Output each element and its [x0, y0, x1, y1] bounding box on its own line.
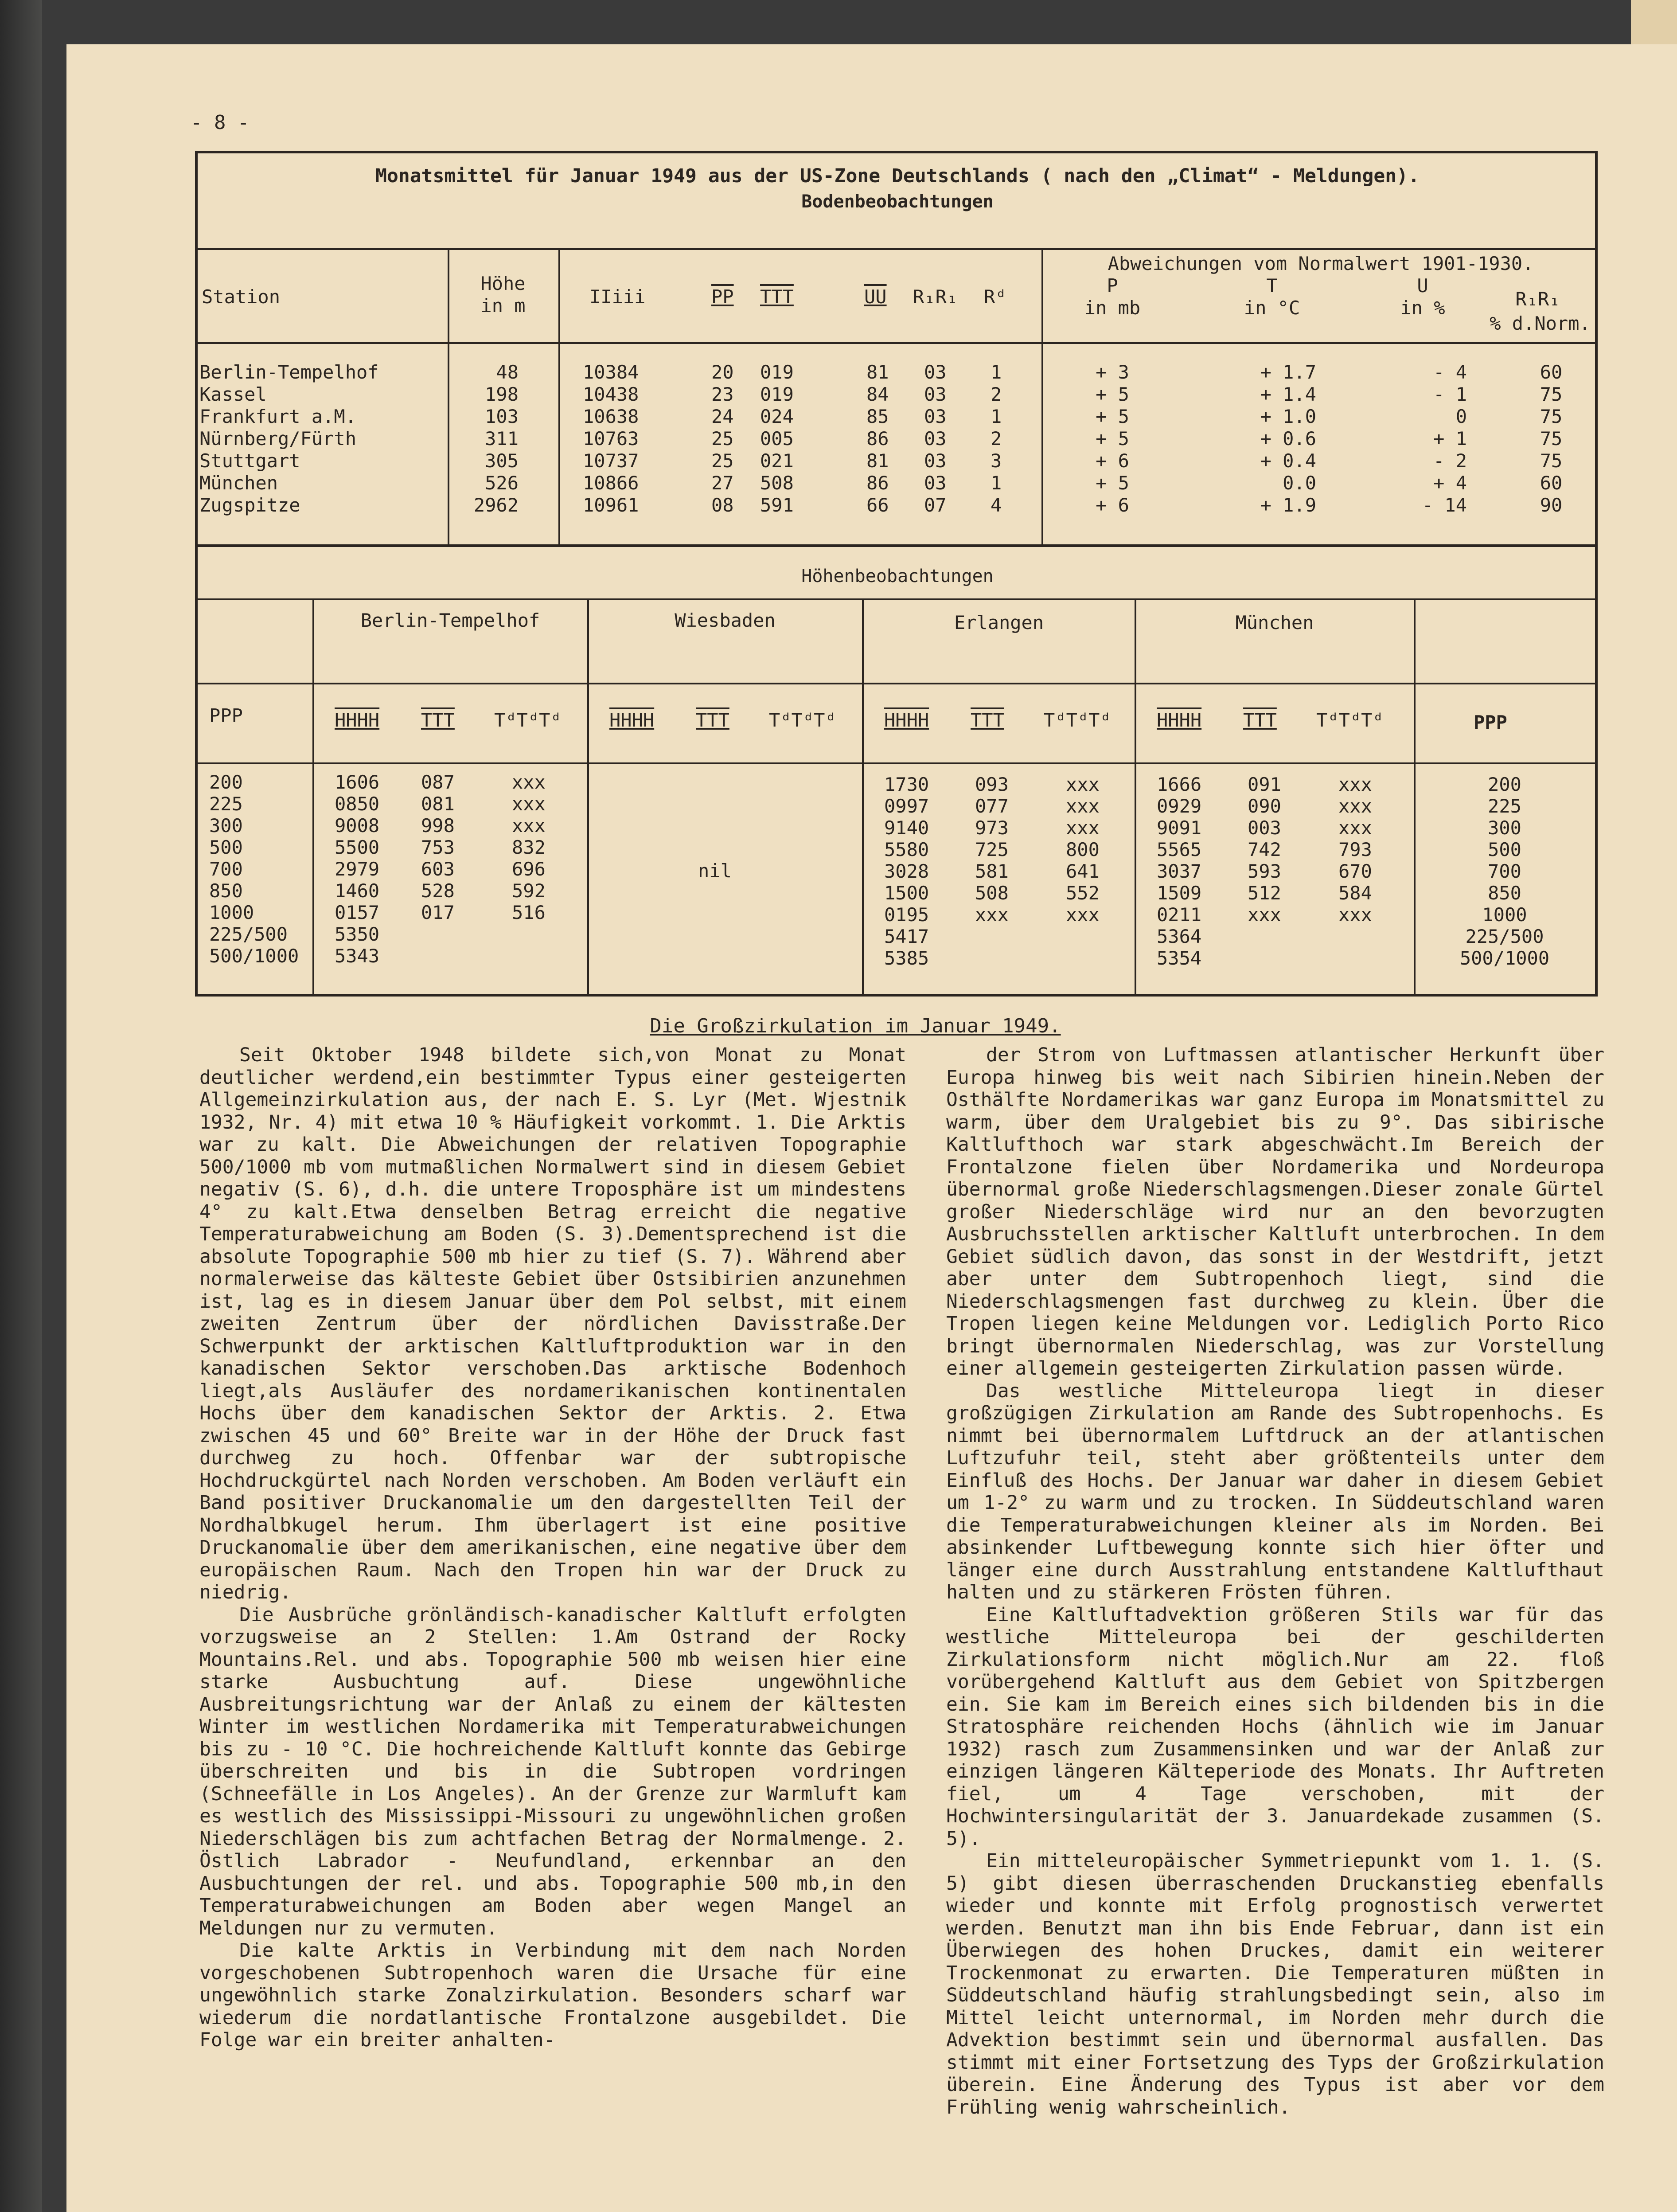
surface-cell-dt: + 1.9: [1260, 494, 1316, 516]
surface-cell-pp: 08: [711, 494, 734, 516]
col-hoehe-unit: in m: [480, 295, 526, 317]
muenchen-ttt-cell: 091: [1248, 774, 1281, 795]
surface-cell-dt: + 0.4: [1260, 450, 1316, 472]
surface-cell-drr: 75: [1540, 450, 1563, 472]
berlin-td-cell: xxx: [512, 793, 546, 815]
surface-cell-ttt: 591: [760, 494, 794, 516]
article-paragraph: Seit Oktober 1948 bildete sich,von Monat zu Monat deutlicher werdend,ein bestimmter Typus einer gesteigerten Allgemeinzirkulation aus, der nach E. S. Lyr (Met. Wjestnik 1932, Nr. 4) mit etwa 10 % Häufigkeit vorkommt. 1. Die Arktis war zu kalt. Die Abweichungen der relativen Topographie 500/1000 mb vom mutmaßlichen Normalwert sind in diesem Gebiet negativ (S. 6), d.h. die untere Troposphäre ist um mindestens 4° zu kalt.Etwa denselben Betrag erreicht die negative Temperaturabweichung am Boden (S. 3).Dementsprechend ist die absolute Topographie 500 mb hier zu tief (S. 7). Während aber normalerweise das kälteste Gebiet über Ostsibirien anzunehmen ist, lag es in diesem Januar über dem Pol selbst, mit einem zweiten Zentrum über der nördlichen Davisstraße.Der Schwerpunkt der arktischen Kaltluftproduktion war in den kanadischen Sektor verschoben.Das arktische Bodenhoch liegt,als Ausläufer des nordamerikanischen kontinentalen Hochs über dem kanadischen Sektor der Arktis. 2. Etwa zwischen 45 und 60° Breite war in der Höhe der Druck fast durchweg zu hoch. Offenbar war der subtropische Hochdruckgürtel nach Norden verschoben. Am Boden verläuft ein Band positiver Druckanomalie um den dargestellten Teil der Nordhalbkugel herum. Ihm überlagert ist eine positive Druckanomalie über dem amerikanischen, eine negative über dem europäischen Raum. Nach den Tropen hin war der Druck zu niedrig.: [199, 1044, 906, 1603]
page: [66, 44, 1677, 2212]
berlin-td-cell: [512, 923, 546, 945]
erlangen-td-column: [1066, 774, 1100, 969]
berlin-ttt-cell: 603: [421, 858, 455, 880]
col-pp: PP: [711, 286, 734, 308]
upper-ppp-right-column: [1416, 774, 1593, 969]
surface-cell-rr: 03: [924, 428, 947, 449]
surface-cell-drr: 90: [1540, 494, 1563, 516]
berlin-td-cell: 832: [512, 836, 546, 858]
surface-rd-column: [991, 361, 1002, 516]
surface-cell-station: Nürnberg/Fürth: [199, 428, 357, 449]
upper-header-ttt-0: TTT: [421, 709, 455, 731]
surface-cell-drr: 75: [1540, 428, 1563, 449]
erlangen-hhhh-cell: 1500: [884, 882, 929, 904]
upper-level-cell: 200: [209, 771, 243, 793]
surface-cell-dp: + 5: [1096, 383, 1129, 405]
muenchen-ttt-cell: 003: [1248, 817, 1281, 839]
col-hoehe: Höhe: [480, 273, 526, 294]
muenchen-td-column: [1338, 774, 1372, 969]
muenchen-ttt-cell: 090: [1248, 795, 1281, 817]
surface-cell-dt: + 1.0: [1260, 406, 1316, 427]
erlangen-ttt-cell: 508: [975, 882, 1009, 904]
upper-level-cell: 1000: [209, 902, 254, 923]
upper-station-muenchen: München: [1235, 612, 1314, 633]
berlin-hhhh-cell: 1606: [335, 771, 380, 793]
muenchen-td-cell: 670: [1338, 860, 1372, 882]
upper-level-cell: 700: [1488, 860, 1521, 882]
page-number: - 8 -: [191, 111, 250, 134]
erlangen-ttt-cell: 725: [975, 839, 1009, 860]
col-dt-unit: in °C: [1244, 297, 1300, 319]
berlin-ttt-column: [421, 771, 455, 967]
surface-subtitle: Bodenbeobachtungen: [801, 191, 994, 212]
muenchen-td-cell: [1338, 926, 1372, 947]
surface-cell-ttt: 005: [760, 428, 794, 449]
berlin-td-cell: xxx: [512, 815, 546, 836]
upper-level-cell: 500/1000: [1459, 947, 1550, 969]
surface-cell-dp: + 5: [1096, 428, 1129, 449]
berlin-ttt-cell: [421, 945, 455, 967]
erlangen-hhhh-cell: 9140: [884, 817, 929, 839]
upper-station-wiesbaden: Wiesbaden: [675, 610, 776, 631]
surface-cell-rd: 2: [991, 383, 1002, 405]
erlangen-hhhh-cell: 5580: [884, 839, 929, 860]
surface-cell-dp: + 5: [1096, 472, 1129, 494]
erlangen-hhhh-cell: 0195: [884, 904, 929, 926]
surface-cell-iiiii: 10384: [583, 361, 639, 383]
erlangen-td-cell: 641: [1066, 860, 1100, 882]
surface-cell-rd: 1: [991, 472, 1002, 494]
surface-cell-rr: 03: [924, 361, 947, 383]
muenchen-td-cell: 793: [1338, 839, 1372, 860]
surface-cell-station: Stuttgart: [199, 450, 300, 472]
erlangen-hhhh-column: [884, 774, 929, 969]
surface-cell-uu: 86: [866, 472, 889, 494]
berlin-hhhh-cell: 2979: [335, 858, 380, 880]
upper-header-hhhh-1: HHHH: [609, 709, 655, 731]
berlin-ttt-cell: 017: [421, 902, 455, 923]
surface-station-column: [199, 361, 379, 516]
article-paragraph: der Strom von Luftmassen atlantischer Herkunft über Europa hinweg bis weit nach Sibirien hinein.Neben der Osthälfte Nordamerikas war ganz Europa im Monatsmittel zu warm, über dem Uralgebiet bis zu 9°. Das sibirische Kaltlufthoch war stark abgeschwächt.Im Bereich der Frontalzone fielen über Nordamerika und Nordeuropa übernormal große Niederschlagsmengen.Dieser zonale Gürtel großer Niederschläge wird nur an den bevorzugten Ausbruchsstellen arktischer Kaltluft unterbrochen. In dem Gebiet südlich davon, das sonst in der Westdrift, jetzt aber unter dem Subtropenhoch liegt, sind die Niederschlagsmengen fast durchweg zu klein. Über die Tropen liegen keine Meldungen vor. Lediglich Porto Rico bringt übernormalen Niederschlag, was zur Vorstellung einer allgemein gesteigerten Zirkulation passen würde.: [946, 1044, 1604, 1380]
surface-cell-rd: 2: [991, 428, 1002, 449]
surface-cell-uu: 86: [866, 428, 889, 449]
surface-cell-iiiii: 10961: [583, 494, 639, 516]
surface-cell-du: 0: [1455, 406, 1467, 427]
surface-cell-iiiii: 10438: [583, 383, 639, 405]
surface-cell-station: Berlin-Tempelhof: [199, 361, 379, 383]
surface-cell-rd: 1: [991, 361, 1002, 383]
erlangen-td-cell: xxx: [1066, 795, 1100, 817]
surface-cell-ttt: 508: [760, 472, 794, 494]
col-station: Station: [202, 286, 281, 308]
surface-rr-column: [924, 361, 947, 516]
upper-header-ttt-1: TTT: [696, 709, 729, 731]
upper-level-cell: 500/1000: [209, 945, 299, 967]
muenchen-hhhh-cell: 9091: [1157, 817, 1202, 839]
upper-header-td-1: TᵈTᵈTᵈ: [769, 709, 836, 731]
surface-cell-rr: 03: [924, 472, 947, 494]
surface-cell-dt: + 1.7: [1260, 361, 1316, 383]
surface-cell-dp: + 3: [1096, 361, 1129, 383]
article-heading: Die Großzirkulation im Januar 1949.: [650, 1015, 1061, 1037]
berlin-ttt-cell: [421, 923, 455, 945]
col-uu: UU: [864, 286, 887, 308]
surface-du-column: [1374, 361, 1467, 516]
berlin-td-cell: 696: [512, 858, 546, 880]
upper-level-cell: 850: [1488, 882, 1521, 904]
upper-header-ttt-2: TTT: [971, 709, 1004, 731]
berlin-hhhh-cell: 5350: [335, 923, 380, 945]
article-paragraph: Ein mitteleuropäischer Symmetriepunkt vom 1. 1. (S. 5) gibt diesen überraschenden Druckanstieg ebenfalls wieder und konnte mit Erfolg prognostisch verwertet werden. Benutzt man ihn bis Ende Februar, dann ist ein Überwiegen des hohen Druckes, damit ein weiterer Trockenmonat zu erwarten. Die Temperaturen müßten in Süddeutschland häufig strahlungsbedingt sein, also im Mittel leicht unternormal, im Norden mehr durch die Advektion bestimmt sein und übernormal ausfallen. Das stimmt mit einer Fortsetzung des Typs der Großzirkulation überein. Eine Änderung des Typus ist aber vor dem Frühling wenig wahrscheinlich.: [946, 1850, 1604, 2118]
muenchen-ttt-cell: 593: [1248, 860, 1281, 882]
surface-cell-ttt: 019: [760, 383, 794, 405]
berlin-ttt-cell: 081: [421, 793, 455, 815]
muenchen-hhhh-cell: 0211: [1157, 904, 1202, 926]
muenchen-ttt-column: [1248, 774, 1281, 969]
upper-subtitle: Höhenbeobachtungen: [801, 566, 994, 586]
surface-iiiii-column: [583, 361, 639, 516]
berlin-hhhh-cell: 9008: [335, 815, 380, 836]
upper-level-cell: 700: [209, 858, 243, 880]
surface-cell-height: 198: [485, 383, 519, 405]
berlin-td-cell: [512, 945, 546, 967]
erlangen-ttt-cell: 077: [975, 795, 1009, 817]
surface-cell-rr: 03: [924, 450, 947, 472]
erlangen-ttt-cell: [975, 926, 1009, 947]
muenchen-hhhh-cell: 0929: [1157, 795, 1202, 817]
berlin-td-cell: xxx: [512, 771, 546, 793]
surface-cell-dp: + 5: [1096, 406, 1129, 427]
surface-pp-column: [711, 361, 734, 516]
surface-cell-du: + 4: [1433, 472, 1467, 494]
erlangen-td-cell: [1066, 947, 1100, 969]
surface-drr-column: [1525, 361, 1578, 516]
surface-height-column: [456, 361, 519, 516]
berlin-hhhh-column: [335, 771, 379, 967]
muenchen-hhhh-column: [1157, 774, 1201, 969]
berlin-hhhh-cell: 1460: [335, 880, 380, 902]
surface-cell-drr: 60: [1540, 361, 1563, 383]
erlangen-td-cell: [1066, 926, 1100, 947]
surface-cell-uu: 85: [866, 406, 889, 427]
surface-cell-height: 103: [485, 406, 519, 427]
surface-cell-pp: 23: [711, 383, 734, 405]
upper-level-cell: 850: [209, 880, 243, 902]
erlangen-hhhh-cell: 3028: [884, 860, 929, 882]
surface-cell-station: München: [199, 472, 278, 494]
surface-cell-uu: 84: [866, 383, 889, 405]
erlangen-td-cell: xxx: [1066, 817, 1100, 839]
wiesbaden-nil: nil: [698, 860, 732, 882]
surface-cell-height: 526: [485, 472, 519, 494]
upper-level-cell: 1000: [1482, 904, 1527, 926]
surface-cell-du: - 14: [1422, 494, 1467, 516]
muenchen-ttt-cell: 742: [1248, 839, 1281, 860]
muenchen-td-cell: xxx: [1338, 817, 1372, 839]
upper-level-cell: 225/500: [1465, 926, 1544, 947]
muenchen-td-cell: 584: [1338, 882, 1372, 904]
muenchen-hhhh-cell: 5565: [1157, 839, 1202, 860]
upper-level-cell: 225/500: [209, 923, 288, 945]
upper-header-ttt-3: TTT: [1243, 709, 1277, 731]
col-ppp-right: PPP: [1474, 711, 1507, 733]
surface-cell-rr: 03: [924, 406, 947, 427]
surface-cell-ttt: 021: [760, 450, 794, 472]
deviation-header: Abweichungen vom Normalwert 1901-1930.: [1108, 253, 1534, 274]
erlangen-ttt-cell: 581: [975, 860, 1009, 882]
surface-cell-iiiii: 10737: [583, 450, 639, 472]
upper-ppp-left-column: [209, 771, 299, 967]
upper-header-hhhh-2: HHHH: [884, 709, 929, 731]
erlangen-ttt-cell: xxx: [975, 904, 1009, 926]
article-paragraph: Das westliche Mitteleuropa liegt in dieser großzügigen Zirkulation am Rande des Subtropenhochs. Es nimmt bei übernormalem Luftdruck an der atlantischen Luftzufuhr teil, steht aber größtenteils unter dem Einfluß des Hochs. Der Januar war daher in diesem Gebiet um 1-2° zu warm und zu trocken. In Süddeutschland waren die Temperaturabweichungen kleiner als im Norden. Bei absinkender Luftbewegung konnte sich hier öfter und länger eine durch Ausstrahlung entstandene Kaltlufthaut halten und zu stärkeren Frösten führen.: [946, 1380, 1604, 1603]
muenchen-td-cell: [1338, 947, 1372, 969]
surface-cell-uu: 66: [866, 494, 889, 516]
surface-cell-du: + 1: [1433, 428, 1467, 449]
erlangen-ttt-cell: 093: [975, 774, 1009, 795]
erlangen-hhhh-cell: 5417: [884, 926, 929, 947]
upper-header-td-3: TᵈTᵈTᵈ: [1316, 709, 1384, 731]
muenchen-hhhh-cell: 5354: [1157, 947, 1202, 969]
book-binding: [0, 0, 42, 2212]
surface-cell-ttt: 024: [760, 406, 794, 427]
upper-header-hhhh-0: HHHH: [335, 709, 380, 731]
upper-station-berlin: Berlin-Tempelhof: [360, 610, 540, 631]
muenchen-td-cell: xxx: [1338, 904, 1372, 926]
erlangen-td-cell: 800: [1066, 839, 1100, 860]
upper-level-cell: 500: [209, 836, 243, 858]
upper-header-hhhh-3: HHHH: [1157, 709, 1202, 731]
col-rd: Rᵈ: [984, 286, 1006, 308]
upper-level-cell: 300: [209, 815, 243, 836]
upper-station-erlangen: Erlangen: [954, 612, 1044, 633]
surface-cell-height: 311: [485, 428, 519, 449]
col-du-unit: in %: [1400, 297, 1445, 319]
berlin-ttt-cell: 753: [421, 836, 455, 858]
col-ttt: TTT: [760, 286, 794, 308]
upper-level-cell: 500: [1488, 839, 1521, 860]
table-title: Monatsmittel für Januar 1949 aus der US-Zone Deutschlands ( nach den „Climat“ - Meldungen).: [375, 165, 1420, 187]
surface-cell-height: 48: [496, 361, 519, 383]
upper-level-cell: 300: [1488, 817, 1521, 839]
muenchen-ttt-cell: [1248, 947, 1281, 969]
col-ppp-left: PPP: [209, 705, 243, 727]
surface-cell-uu: 81: [866, 450, 889, 472]
col-dt: T: [1266, 275, 1278, 297]
muenchen-ttt-cell: 512: [1248, 882, 1281, 904]
erlangen-ttt-column: [975, 774, 1009, 969]
surface-cell-pp: 20: [711, 361, 734, 383]
article-paragraph: Die kalte Arktis in Verbindung mit dem nach Norden vorgeschobenen Subtropenhoch waren die Ursache für eine ungewöhnlich starke Zonalzirkulation. Besonders scharf war wiederum die nordatlantische Frontalzone ausgebildet. Die Folge war ein breiter anhalten-: [199, 1939, 906, 2051]
erlangen-hhhh-cell: 0997: [884, 795, 929, 817]
upper-level-cell: 225: [1488, 795, 1521, 817]
surface-cell-rd: 1: [991, 406, 1002, 427]
col-dp-unit: in mb: [1084, 297, 1141, 319]
upper-header-td-0: TᵈTᵈTᵈ: [494, 709, 562, 731]
surface-cell-dt: 0.0: [1283, 472, 1316, 494]
col-du: U: [1417, 275, 1428, 297]
col-rr: R₁R₁: [913, 286, 958, 308]
surface-cell-dt: + 1.4: [1260, 383, 1316, 405]
muenchen-td-cell: xxx: [1338, 774, 1372, 795]
surface-cell-pp: 24: [711, 406, 734, 427]
surface-cell-rd: 3: [991, 450, 1002, 472]
muenchen-hhhh-cell: 3037: [1157, 860, 1202, 882]
surface-cell-iiiii: 10638: [583, 406, 639, 427]
col-drr-unit: % d.Norm.: [1490, 313, 1591, 334]
surface-cell-drr: 75: [1540, 383, 1563, 405]
col-drr: R₁R₁: [1515, 288, 1560, 310]
erlangen-ttt-cell: 973: [975, 817, 1009, 839]
col-iiiii: IIiii: [589, 286, 646, 308]
surface-cell-ttt: 019: [760, 361, 794, 383]
surface-ttt-column: [760, 361, 794, 516]
surface-cell-pp: 25: [711, 428, 734, 449]
erlangen-td-cell: xxx: [1066, 904, 1100, 926]
muenchen-ttt-cell: xxx: [1248, 904, 1281, 926]
muenchen-ttt-cell: [1248, 926, 1281, 947]
surface-cell-drr: 75: [1540, 406, 1563, 427]
berlin-hhhh-cell: 0157: [335, 902, 380, 923]
berlin-ttt-cell: 528: [421, 880, 455, 902]
surface-uu-column: [866, 361, 889, 516]
surface-cell-height: 2962: [473, 494, 519, 516]
article-paragraph: Eine Kaltluftadvektion größeren Stils war für das westliche Mitteleuropa bei der geschilderten Zirkulationsform nicht möglich.Nur am 22. floß vorübergehend Kaltluft aus dem Gebiet von Spitzbergen ein. Sie kam im Bereich eines sich bildenden bis in die Stratosphäre reichenden Hochs (ähnlich wie im Januar 1932) rasch zum Zusammensinken und war der Anlaß zur einzigen längeren Kälteperiode des Monats. Ihr Auftreten fiel, um 4 Tage verschoben, mit der Hochwintersingularität der 3. Januardekade zusammen (S. 5).: [946, 1603, 1604, 1850]
berlin-ttt-cell: 087: [421, 771, 455, 793]
berlin-hhhh-cell: 5500: [335, 836, 380, 858]
surface-cell-dt: + 0.6: [1260, 428, 1316, 449]
surface-cell-pp: 25: [711, 450, 734, 472]
berlin-td-cell: 592: [512, 880, 546, 902]
surface-cell-dp: + 6: [1096, 494, 1129, 516]
surface-cell-iiiii: 10866: [583, 472, 639, 494]
surface-cell-rr: 07: [924, 494, 947, 516]
berlin-hhhh-cell: 5343: [335, 945, 380, 967]
article-right-column: [946, 1044, 1604, 2118]
upper-level-cell: 225: [209, 793, 243, 815]
surface-cell-uu: 81: [866, 361, 889, 383]
berlin-hhhh-cell: 0850: [335, 793, 380, 815]
muenchen-hhhh-cell: 5364: [1157, 926, 1202, 947]
muenchen-hhhh-cell: 1666: [1157, 774, 1202, 795]
muenchen-hhhh-cell: 1509: [1157, 882, 1202, 904]
surface-cell-dp: + 6: [1096, 450, 1129, 472]
erlangen-hhhh-cell: 5385: [884, 947, 929, 969]
surface-cell-rr: 03: [924, 383, 947, 405]
surface-dt-column: [1219, 361, 1316, 516]
muenchen-td-cell: xxx: [1338, 795, 1372, 817]
surface-cell-station: Frankfurt a.M.: [199, 406, 357, 427]
surface-cell-rd: 4: [991, 494, 1002, 516]
surface-cell-du: - 4: [1433, 361, 1467, 383]
surface-cell-station: Kassel: [199, 383, 267, 405]
article-paragraph: Die Ausbrüche grönländisch-kanadischer Kaltluft erfolgten vorzugsweise an 2 Stellen: 1.Am Ostrand der Rocky Mountains.Rel. und abs. Topographie 500 mb weisen hier eine starke Ausbuchtung auf. Diese ungewöhnliche Ausbreitungsrichtung war der Anlaß zu einem der kältesten Winter im westlichen Nordamerika mit Temperaturabweichungen bis zu - 10 °C. Die hochreichende Kaltluft konnte das Gebirge überschreiten und bis in die Subtropen vordringen (Schneefälle in Los Angeles). An der Grenze zur Warmluft kam es westlich des Mississippi-Missouri zu ungewöhnlichen großen Niederschlägen bis zum achtfachen Betrag der Normalmenge. 2. Östlich Labrador - Neufundland, erkennbar an den Ausbuchtungen der rel. und abs. Topographie 500 mb,in den Temperaturabweichungen am Boden aber wegen Mangel an Meldungen nur zu vermuten.: [199, 1603, 906, 1939]
col-dp: P: [1107, 275, 1118, 297]
surface-dp-column: [1086, 361, 1139, 516]
berlin-td-cell: 516: [512, 902, 546, 923]
surface-cell-du: - 2: [1433, 450, 1467, 472]
erlangen-td-cell: 552: [1066, 882, 1100, 904]
surface-cell-pp: 27: [711, 472, 734, 494]
surface-cell-iiiii: 10763: [583, 428, 639, 449]
article-left-column: [199, 1044, 906, 2052]
erlangen-hhhh-cell: 1730: [884, 774, 929, 795]
surface-cell-drr: 60: [1540, 472, 1563, 494]
berlin-ttt-cell: 998: [421, 815, 455, 836]
erlangen-ttt-cell: [975, 947, 1009, 969]
upper-header-td-2: TᵈTᵈTᵈ: [1044, 709, 1111, 731]
erlangen-td-cell: xxx: [1066, 774, 1100, 795]
upper-level-cell: 200: [1488, 774, 1521, 795]
surface-cell-station: Zugspitze: [199, 494, 300, 516]
surface-cell-du: - 1: [1433, 383, 1467, 405]
surface-cell-height: 305: [485, 450, 519, 472]
berlin-td-column: [512, 771, 546, 967]
